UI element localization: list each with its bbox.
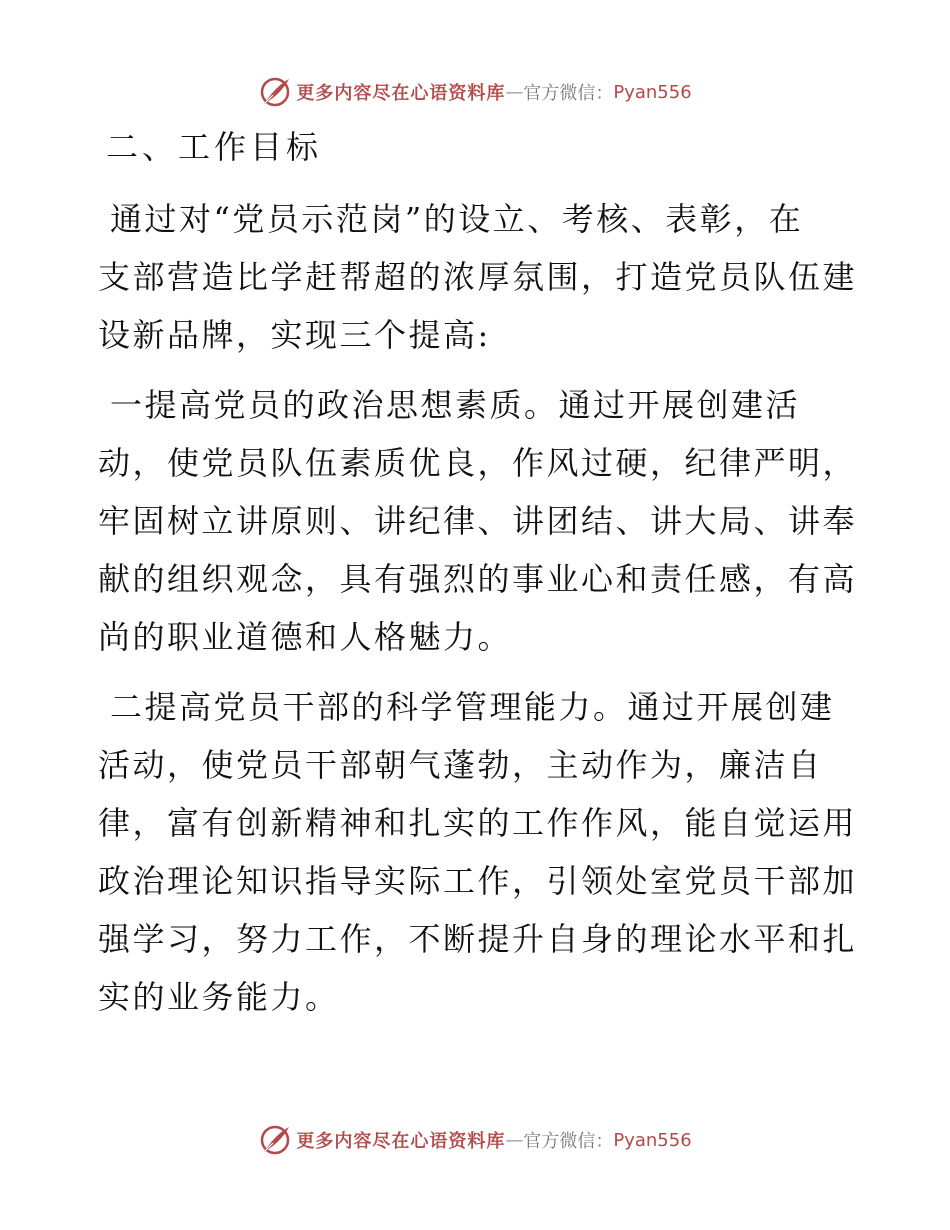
paragraph-line: 一提高党员的政治思想素质。通过开展创建活 xyxy=(110,386,801,424)
top-watermark-banner xyxy=(0,70,950,114)
paragraph-line: 牢固树立讲原则、讲纪律、讲团结、讲大局、讲奉 xyxy=(98,502,858,540)
watermark-wechat-label: 官方微信： xyxy=(523,83,614,104)
watermark-separator: — xyxy=(505,1129,524,1151)
paragraph-line: 动，使党员队伍素质优良，作风过硬，纪律严明， xyxy=(98,444,858,482)
paragraph-line: 律，富有创新精神和扎实的工作作风，能自觉运用 xyxy=(98,804,858,842)
section-heading: 二、工作目标 xyxy=(106,128,323,166)
paragraph-line: 设新品牌，实现三个提高: xyxy=(98,316,491,354)
paragraph-line: 支部营造比学赶帮超的浓厚氛围，打造党员队伍建 xyxy=(98,258,858,296)
paragraph-line: 尚的职业道德和人格魅力。 xyxy=(98,618,513,656)
paragraph-line: 二提高党员干部的科学管理能力。通过开展创建 xyxy=(110,688,835,726)
watermark-wechat-label: 官方微信： xyxy=(523,1131,614,1152)
paragraph-line: 强学习，努力工作，不断提升自身的理论水平和扎 xyxy=(98,920,858,958)
paragraph-political-quality xyxy=(98,376,858,666)
paragraph-management-ability xyxy=(98,678,858,1026)
watermark-wechat-id: Pyan556 xyxy=(613,81,692,103)
watermark-brand: 更多内容尽在心语资料库 xyxy=(296,83,506,104)
document-body xyxy=(98,118,858,1026)
paragraph-line: 献的组织观念，具有强烈的事业心和责任感，有高 xyxy=(98,560,858,598)
paragraph-line: 政治理论知识指导实际工作，引领处室党员干部加 xyxy=(98,862,858,900)
quill-pen-logo-icon xyxy=(258,1123,292,1157)
watermark-wechat-id: Pyan556 xyxy=(613,1129,692,1151)
paragraph-line: 实的业务能力。 xyxy=(98,978,340,1016)
paragraph-goal-intro xyxy=(98,190,858,364)
watermark-brand: 更多内容尽在心语资料库 xyxy=(296,1131,506,1152)
bottom-watermark-banner xyxy=(0,1118,950,1162)
watermark-separator: — xyxy=(505,81,524,103)
paragraph-line: 通过对“党员示范岗”的设立、考核、表彰，在 xyxy=(110,200,804,238)
paragraph-line: 活动，使党员干部朝气蓬勃，主动作为，廉洁自 xyxy=(98,746,823,784)
quill-pen-logo-icon xyxy=(258,75,292,109)
